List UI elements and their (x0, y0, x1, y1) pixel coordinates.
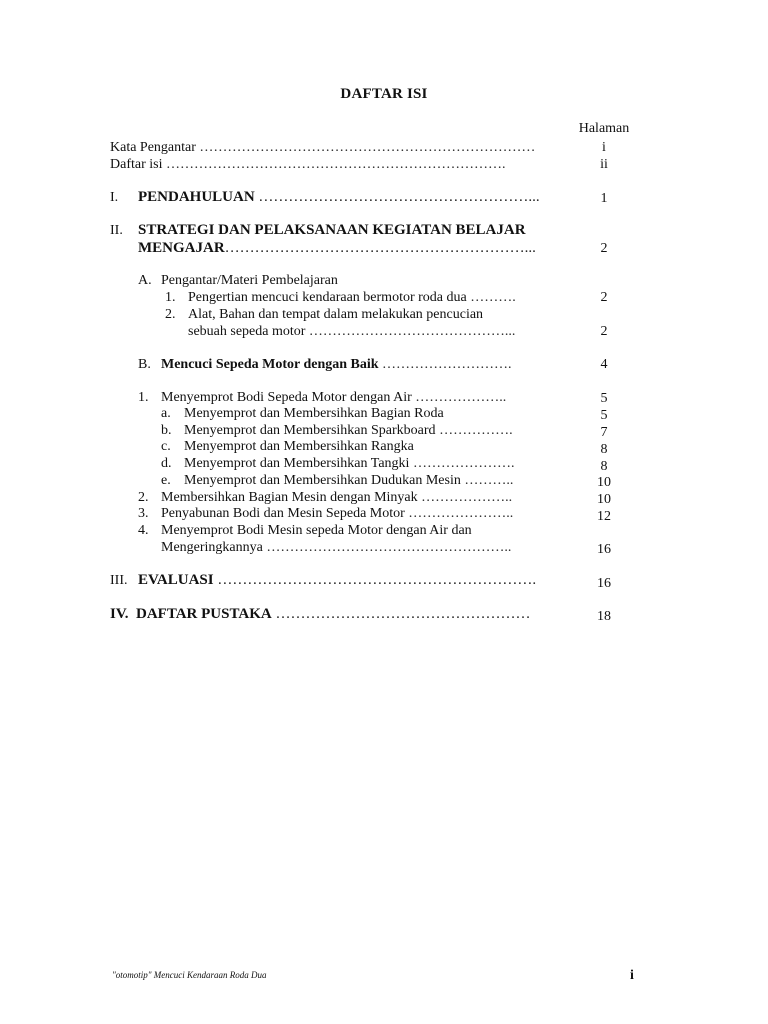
toc-label: Pengertian mencuci kendaraan bermotor roda dua (188, 290, 467, 305)
toc-leader: ………………………. (378, 357, 512, 372)
toc-leader: ……….. (460, 473, 514, 488)
toc-page-number: 2 (600, 241, 608, 256)
toc-page-number: 2 (600, 290, 608, 305)
toc-page-number: 7 (600, 425, 608, 440)
toc-entry-kata-pengantar[interactable] (110, 139, 556, 156)
toc-leader: ……………………………………………………………… (195, 140, 536, 155)
toc-entry-mengajar[interactable] (138, 240, 550, 257)
toc-label: Menyemprot dan Membersihkan Dudukan Mesin (184, 473, 461, 488)
toc-page-number: 12 (597, 509, 611, 524)
toc-entry-alat-bahan[interactable] (188, 306, 554, 323)
toc-entry-dudukan-mesin[interactable] (184, 472, 554, 489)
toc-leader: …………………………………………….. (262, 540, 512, 555)
toc-entry-roda[interactable] (184, 405, 554, 422)
toc-number: 1. (165, 290, 176, 305)
toc-page-number: 18 (597, 609, 611, 624)
toc-number: II. (110, 223, 123, 238)
toc-label: Membersihkan Bagian Mesin dengan Minyak (161, 490, 418, 505)
toc-number: A. (138, 273, 152, 288)
toc-entry-tangki[interactable] (184, 455, 554, 472)
toc-leader: ………………….. (404, 506, 514, 521)
toc-entry-daftar-isi[interactable] (110, 156, 556, 173)
toc-entry-mesin-minyak[interactable] (161, 489, 554, 506)
toc-label: Mencuci Sepeda Motor dengan Baik (161, 357, 379, 372)
toc-page-number: i (602, 140, 606, 155)
toc-entry-daftar-pustaka[interactable] (136, 606, 550, 623)
toc-leader: ………. (466, 290, 516, 305)
toc-number: 4. (138, 523, 149, 538)
toc-entry-pengertian[interactable] (188, 289, 554, 306)
toc-entry-evaluasi[interactable] (138, 572, 552, 589)
toc-page-number: 4 (600, 357, 608, 372)
toc-leader: ………………………………………………... (254, 189, 540, 205)
toc-leader: ……………….. (417, 490, 513, 505)
toc-entry-penyabunan[interactable] (161, 505, 554, 522)
toc-number: a. (161, 406, 171, 421)
toc-leader: ………………………………………………………………. (162, 157, 506, 172)
toc-entry-sepeda-motor[interactable] (188, 323, 554, 340)
page-column-header: Halaman (578, 121, 630, 136)
toc-entry-menyemprot-mesin[interactable] (161, 522, 554, 539)
toc-entry-pengantar-materi[interactable] (161, 272, 541, 289)
toc-number: IV. (110, 606, 129, 622)
toc-label: Menyemprot Bodi Mesin sepeda Motor dengan Air dan (161, 523, 472, 538)
toc-label: Kata Pengantar (110, 140, 196, 155)
toc-leader: ……………. (435, 423, 513, 438)
toc-page-number: 1 (600, 191, 608, 206)
toc-number: 2. (138, 490, 149, 505)
toc-leader: …………………………………………… (271, 606, 531, 622)
toc-entry-strategi[interactable] (138, 222, 558, 239)
toc-entry-mengeringkan[interactable] (161, 539, 554, 556)
toc-label: Penyabunan Bodi dan Mesin Sepeda Motor (161, 506, 405, 521)
toc-label: Pengantar/Materi Pembelajaran (161, 273, 338, 288)
toc-label: Daftar isi (110, 157, 163, 172)
toc-entry-menyemprot-bodi[interactable] (161, 389, 553, 406)
toc-leader: ……………………………………... (305, 324, 516, 339)
toc-page-number: 2 (600, 324, 608, 339)
toc-number: b. (161, 423, 172, 438)
toc-label: Menyemprot dan Membersihkan Sparkboard (184, 423, 436, 438)
toc-leader: ……………………………………………………... (224, 240, 536, 256)
toc-leader: …………………. (409, 456, 515, 471)
toc-label: Menyemprot dan Membersihkan Tangki (184, 456, 410, 471)
toc-leader: ………………………………………………………. (213, 572, 537, 588)
toc-label: PENDAHULUAN (138, 189, 255, 205)
toc-label: Mengeringkannya (161, 540, 263, 555)
toc-entry-mencuci[interactable] (161, 356, 553, 373)
toc-page-number: 8 (600, 459, 608, 474)
toc-label: Alat, Bahan dan tempat dalam melakukan pencucian (188, 307, 484, 322)
toc-label: MENGAJAR (138, 240, 225, 256)
toc-label: STRATEGI DAN PELAKSANAAN KEGIATAN BELAJAR (138, 222, 526, 238)
toc-leader: ……………….. (411, 390, 507, 405)
toc-page-number: 10 (597, 475, 611, 490)
toc-number: e. (161, 473, 171, 488)
toc-number: 2. (165, 307, 176, 322)
toc-number: 3. (138, 506, 149, 521)
toc-entry-rangka[interactable] (184, 438, 554, 455)
toc-number: 1. (138, 390, 149, 405)
toc-label: DAFTAR PUSTAKA (136, 606, 272, 622)
footer-text: "otomotip" Mencuci Kendaraan Roda Dua (112, 970, 267, 980)
toc-page-number: 16 (597, 576, 611, 591)
toc-page-number: 10 (597, 492, 611, 507)
footer-page-number: i (630, 968, 634, 983)
toc-page-number: 16 (597, 542, 611, 557)
page-title: DAFTAR ISI (340, 86, 428, 102)
toc-page-number: 5 (600, 408, 608, 423)
toc-label: Menyemprot Bodi Sepeda Motor dengan Air (161, 390, 412, 405)
toc-page-number: 8 (600, 442, 608, 457)
toc-entry-sparkboard[interactable] (184, 422, 554, 439)
toc-label: Menyemprot dan Membersihkan Bagian Roda (184, 406, 444, 421)
toc-label: sebuah sepeda motor (188, 324, 306, 339)
toc-number: B. (138, 357, 151, 372)
toc-number: c. (161, 439, 171, 454)
toc-page-number: 5 (600, 391, 608, 406)
toc-page-number: ii (600, 157, 608, 172)
toc-entry-pendahuluan[interactable] (138, 189, 550, 206)
toc-label: Menyemprot dan Membersihkan Rangka (184, 439, 414, 454)
toc-number: III. (110, 573, 128, 588)
toc-label: EVALUASI (138, 572, 214, 588)
toc-number: d. (161, 456, 172, 471)
toc-number: I. (110, 190, 119, 205)
